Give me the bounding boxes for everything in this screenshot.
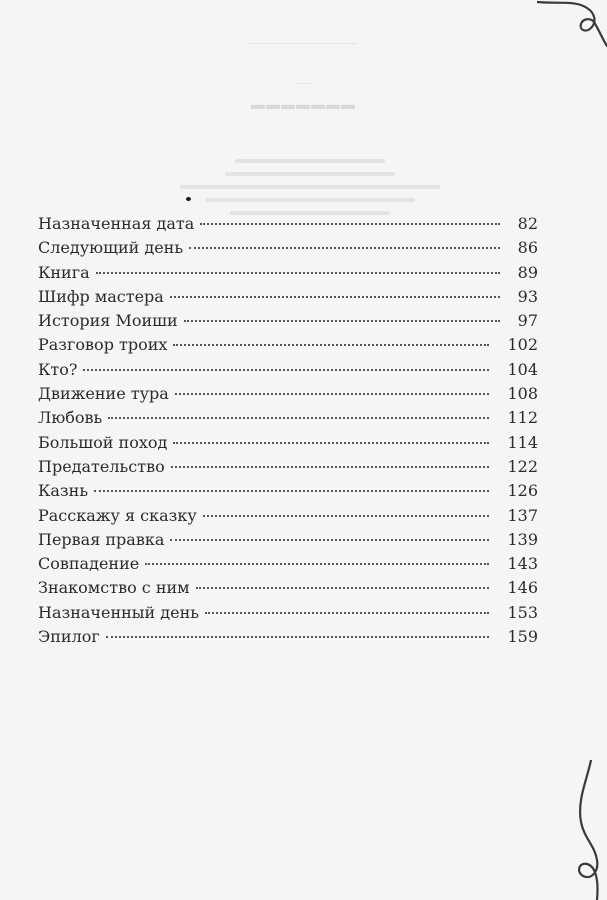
toc-entry-title: Эпилог <box>38 627 100 647</box>
toc-entry-page-number: 143 <box>507 554 538 574</box>
toc-entry-page-number: 153 <box>507 602 538 622</box>
toc-dot-leader <box>94 490 489 492</box>
toc-entry-page-number: 82 <box>517 214 538 233</box>
toc-entry-title: Казнь <box>38 481 89 501</box>
toc-dot-leader <box>203 515 490 517</box>
toc-entry-title: Большой поход <box>38 432 168 452</box>
toc-entry-title: Книга <box>38 262 90 282</box>
toc-entry-page-number: 114 <box>507 432 538 452</box>
toc-entry-title: Любовь <box>38 408 103 428</box>
toc-dot-leader <box>96 272 500 274</box>
toc-entry-page-number: 102 <box>507 335 538 355</box>
toc-entry-title: Назначенный день <box>38 602 199 622</box>
toc-entry-page-number: 89 <box>517 262 538 282</box>
toc-entry <box>38 431 538 455</box>
toc-entry <box>38 358 538 382</box>
toc-dot-leader <box>170 539 489 541</box>
toc-entry <box>38 406 538 430</box>
toc-entry <box>38 601 538 625</box>
bleed-through-line: ———————————— <box>249 38 358 48</box>
toc-entry-title: Движение тура <box>38 384 169 404</box>
toc-dot-leader <box>170 296 500 298</box>
toc-entry <box>38 212 538 236</box>
toc-dot-leader <box>205 612 489 614</box>
toc-dot-leader <box>173 344 489 346</box>
toc-entry-title: История Моиши <box>38 311 178 331</box>
toc-dot-leader <box>184 320 500 322</box>
toc-entry-page-number: 86 <box>517 238 538 258</box>
toc-dot-leader <box>175 393 490 395</box>
toc-entry-title: Разговор троих <box>38 335 168 355</box>
toc-dot-leader <box>145 563 489 565</box>
toc-entry <box>38 333 538 357</box>
toc-entry-title: Совпадение <box>38 554 140 574</box>
toc-entry-page-number: 104 <box>507 359 538 379</box>
bleed-through-line: —— <box>294 78 313 88</box>
toc-dot-leader <box>171 466 490 468</box>
toc-entry <box>38 382 538 406</box>
toc-entry-title: Кто? <box>38 359 78 379</box>
toc-entry-title: Знакомство с ним <box>38 578 190 598</box>
toc-entry <box>38 309 538 333</box>
toc-entry-page-number: 97 <box>517 311 538 331</box>
toc-entry-page-number: 159 <box>507 627 538 647</box>
toc-entry-page-number: 112 <box>507 408 538 428</box>
toc-entry <box>38 625 538 649</box>
toc-dot-leader <box>106 636 490 638</box>
toc-dot-leader <box>200 223 499 225</box>
toc-dot-leader <box>173 442 489 444</box>
toc-entry <box>38 261 538 285</box>
toc-entry-title: Первая правка <box>38 529 165 549</box>
toc-entry-page-number: 137 <box>507 505 538 525</box>
toc-entry-title: Назначенная дата <box>38 214 195 233</box>
toc-entry-page-number: 146 <box>507 578 538 598</box>
corner-flourish-top-icon <box>537 0 607 50</box>
corner-flourish-bottom-icon <box>547 760 607 900</box>
ink-speck <box>186 197 191 201</box>
toc-entry-page-number: 139 <box>507 529 538 549</box>
toc-dot-leader <box>196 587 490 589</box>
toc-entry-title: Следующий день <box>38 238 184 258</box>
bleed-through-line: ▬▬▬▬▬▬▬ <box>251 98 356 113</box>
toc-entry <box>38 576 538 600</box>
toc-entry-title: Предательство <box>38 456 165 476</box>
toc-entry <box>38 504 538 528</box>
toc-entry <box>38 285 538 309</box>
toc-entry <box>38 528 538 552</box>
toc-entry-page-number: 93 <box>517 286 538 306</box>
toc-dot-leader <box>189 247 500 249</box>
toc-entry-title: Шифр мастера <box>38 286 164 306</box>
bleed-through-block <box>110 150 510 220</box>
toc-entry-title: Расскажу я сказку <box>38 505 197 525</box>
toc-entry-page-number: 126 <box>507 481 538 501</box>
toc-entry <box>38 479 538 503</box>
toc-dot-leader <box>108 417 489 419</box>
toc-entry <box>38 552 538 576</box>
toc-entry <box>38 236 538 260</box>
toc-entry-page-number: 122 <box>507 456 538 476</box>
toc-dot-leader <box>83 369 489 371</box>
table-of-contents <box>38 212 538 649</box>
toc-entry-page-number: 108 <box>507 384 538 404</box>
toc-entry <box>38 455 538 479</box>
